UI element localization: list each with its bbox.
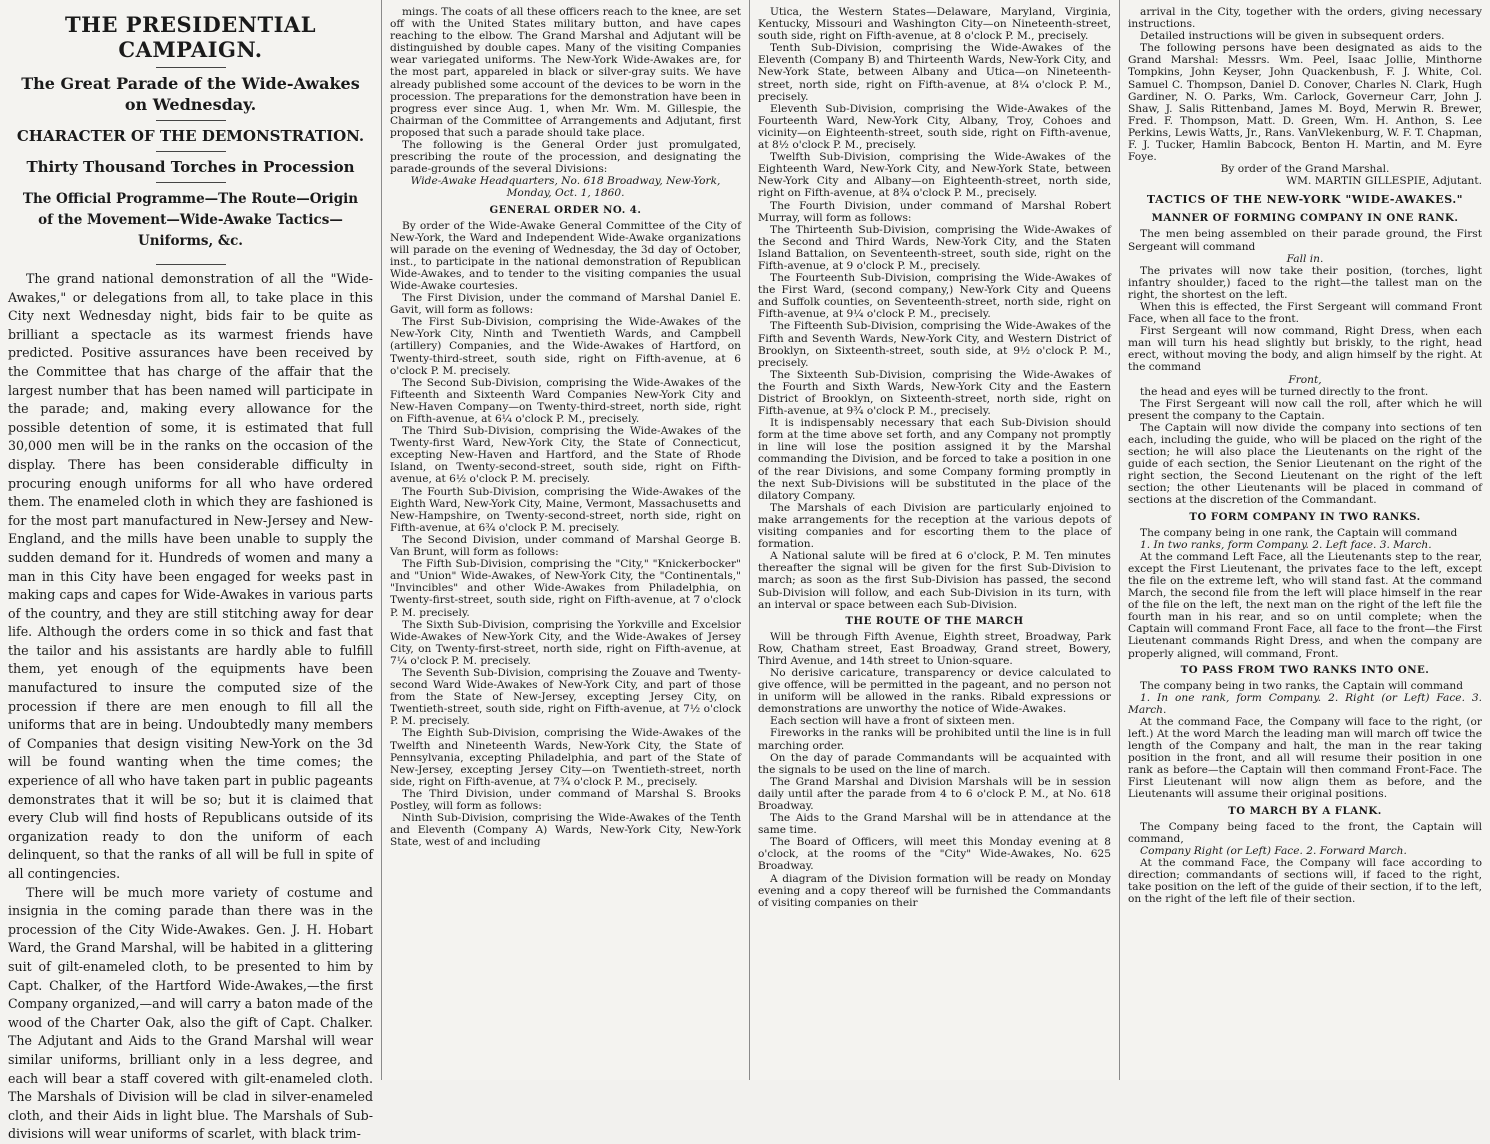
paragraph: Twelfth Sub-Division, comprising the Wide-Awakes of the Eighteenth Ward, New-York City, and New-York State, between New-York City and Albany—on Eighteenth-street, north side, right on Fifth-avenue, at 8¾ o'clock P. M., precisely.	[758, 151, 1111, 200]
paragraph: At the command Face, the Company will face to the right, (or left.) At the word March the leading man will march off twice the length of the Company and halt, the man in the rear taking position in the front, and all will resume their position in one rank as before—the Captain will then command Front-Face. The First Lieutenant will now align them as before, and the Lieutenants will assume their original positions.	[1128, 715, 1482, 801]
deck-4: The Official Programme—The Route—Origin of the Movement—Wide-Awake Tactics—Uniforms, &c.	[22, 191, 359, 249]
paragraph: The Third Sub-Division, comprising the Wide-Awakes of the Twenty-first Ward, New-York City, the State of Connecticut, excepting New-Haven and Hartford, and the State of Rhode Island, on Twenty-second-street, south side, right on Fifth-avenue, at 6½ o'clock P. M. precisely.	[390, 425, 741, 486]
headline: THE PRESIDENTIAL CAMPAIGN.	[65, 12, 316, 62]
command: Fall in.	[1286, 252, 1324, 265]
paragraph: The Sixth Sub-Division, comprising the Yorkville and Excelsior Wide-Awakes of New-York City, and the Wide-Awakes of Jersey City, on Twenty-first-street, north side, right on Fifth-avenue, at 7¼ o'clock P. M. precisely.	[390, 618, 741, 667]
paragraph: The Second Sub-Division, comprising the Wide-Awakes of the Fifteenth and Sixteenth Ward Companies New-York City and New-Haven Company—on Twenty-third-street, north side, right on Fifth-avenue, at 6¼ o'clock P. M., precisely.	[390, 376, 741, 425]
paragraph: The First Sergeant will now call the roll, after which he will present the company to the Captain.	[1128, 397, 1482, 422]
paragraph: A diagram of the Division formation will be ready on Monday evening and a copy thereof will be furnished the Commandants of visiting companies on their	[758, 872, 1111, 909]
paragraph: Each section will have a front of sixteen men.	[770, 715, 1015, 728]
paragraph: Will be through Fifth Avenue, Eighth street, Broadway, Park Row, Chatham street, East Broadway, Grand street, Bowery, Third Avenue, and 14th street to Union-square.	[758, 630, 1111, 667]
divider	[156, 151, 226, 152]
paragraph: A National salute will be fired at 6 o'clock, P. M. Ten minutes thereafter the signal will be given for the first Sub-Division to march; as soon as the first Sub-Division has passed, the second Sub-Division will follow, and each Sub-Division in its turn, with an interval or space between each Sub-Division.	[758, 550, 1111, 611]
route-heading: THE ROUTE OF THE MARCH	[845, 614, 1024, 627]
paragraph: The privates will now take their position, (torches, light infantry shoulder,) faced to the right—the tallest man on the right, the shortest on the left.	[1128, 264, 1482, 301]
paragraph: The Second Division, under command of Marshal George B. Van Brunt, will form as follows:	[390, 533, 741, 559]
section-heading: TO PASS FROM TWO RANKS INTO ONE.	[1180, 663, 1430, 676]
paragraph: The First Sub-Division, comprising the Wide-Awakes of the New-York City, Ninth and Twentieth Wards, and Campbell (artillery) Companies, and the Wide-Awakes of Hartford, on Twenty-third-street, south side, right on Fifth-avenue, at 6 o'clock P. M. precisely.	[390, 316, 741, 377]
paragraph: Ninth Sub-Division, comprising the Wide-Awakes of the Tenth and Eleventh (Company A) Wards, New-York City, New-York State, west of and including	[390, 812, 741, 849]
divider	[156, 264, 226, 265]
column-2	[382, 0, 750, 1080]
paragraph: The Grand Marshal and Division Marshals will be in session daily until after the parade from 4 to 6 o'clock P. M., at No. 618 Broadway.	[758, 775, 1111, 812]
paragraph: The Fifteenth Sub-Division, comprising the Wide-Awakes of the Fifth and Seventh Wards, New-York City, and Western District of Brooklyn, on Sixteenth-street, south side, at 9½ o'clock P. M., precisely.	[758, 320, 1111, 369]
paragraph: The Sixteenth Sub-Division, comprising the Wide-Awakes of the Fourth and Sixth Wards, New-York City and the Eastern District of Brooklyn, on Sixteenth-street, north side, right on Fifth-avenue, at 9¾ o'clock P. M., precisely.	[758, 368, 1111, 418]
paragraph: The Fifth Sub-Division, comprising the "City," "Knickerbocker" and "Union" Wide-Awakes, of New-York City, the "Continentals," "Invincibles" and other Wide-Awakes from Philadelphia, on Twenty-first-street, south side, right on Fifth-avenue, at 7 o'clock P. M. precisely.	[390, 558, 741, 619]
order-heading: GENERAL ORDER NO. 4.	[489, 203, 642, 216]
paragraph: At the command Left Face, all the Lieutenants step to the rear, except the First Lieutenant, the privates face to the left, except the file on the extreme left, who will stand fast. At the command March, the second file from the left will place himself in the rear of the file on the left, the next man on the right of the left file the fourth man in his rear, and so on until complete; when the Captain will command Front Face, all face to the front—the First Lieutenant commands Right Dress, and when the company are properly aligned, will command, Front.	[1128, 550, 1482, 660]
paragraph: Fireworks in the ranks will be prohibited until the line is in full marching order.	[758, 727, 1111, 752]
paragraph: the head and eyes will be turned directly to the front.	[1140, 385, 1429, 398]
paragraph: The men being assembled on their parade ground, the First Sergeant will command	[1128, 228, 1482, 253]
paragraph: Eleventh Sub-Division, comprising the Wide-Awakes of the Fourteenth Ward, New-York City, Albany, Troy, Cohoes and vicinity—on Eighteenth-street, south side, right on Fifth-avenue, at 8½ o'clock P. M., precisely.	[758, 102, 1111, 152]
column-1-body	[8, 270, 373, 1144]
column-1	[0, 0, 382, 1142]
signature: WM. MARTIN GILLESPIE, Adjutant.	[1286, 175, 1482, 188]
dateline: Wide-Awake Headquarters, No. 618 Broadway, New-York, Monday, Oct. 1, 1860.	[410, 175, 721, 200]
column-3	[750, 0, 1120, 1080]
paragraph: On the day of parade Commandants will be acquainted with the signals to be used on the line of march.	[758, 751, 1111, 776]
section-heading: MANNER OF FORMING COMPANY IN ONE RANK.	[1151, 212, 1459, 225]
divider	[156, 67, 226, 68]
paragraph: The following persons have been designated as aids to the Grand Marshal: Messrs. Wm. Peel, Isaac Jollie, Minthorne Tompkins, John Keyser, John Quackenbush, F. J. White, Col. Samuel C. Thompson, Daniel D. Conover, Charles N. Clark, Hugh Gardiner, N. O. Parks, Wm. Carlock, Governeur Carr, John J. Shaw, J. Salis Rittenband, James M. Boyd, Merwin R. Brewer, Fred. F. Thompson, Matt. D. Green, Wm. H. Anthon, S. Lee Perkins, Lewis Watts, Jr., Rans. VanVlekenburg, W. F. T. Chapman, F. J. Tucker, Hamlin Babcock, Benton H. Martin, and M. Eyre Foye.	[1128, 42, 1482, 164]
paragraph: The Fourth Division, under command of Marshal Robert Murray, will form as follows:	[758, 199, 1111, 224]
command: 1. In two ranks, form Company. 2. Left face. 3. March.	[1140, 538, 1432, 551]
command: Company Right (or Left) Face. 2. Forward March.	[1140, 844, 1407, 857]
paragraph: Tenth Sub-Division, comprising the Wide-Awakes of the Eleventh (Company B) and Thirteenth Wards, New-York City, and New-York State, between Albany and Utica—on Nineteenth-street, north side, right on Fifth-avenue, at 8¼ o'clock P. M., precisely.	[758, 42, 1111, 103]
paragraph: The First Division, under the command of Marshal Daniel E. Gavit, will form as follows:	[390, 292, 741, 317]
section-heading: TO FORM COMPANY IN TWO RANKS.	[1189, 510, 1421, 523]
signoff: By order of the Grand Marshal.	[1220, 163, 1390, 176]
paragraph: The company being in one rank, the Captain will command	[1140, 526, 1458, 539]
paragraph: The grand national demonstration of all the "Wide-Awakes," or delegations from all, to take place in this City next Wednesday night, bids fair to be quite as brilliant a spectacle as its warmest friends have predicted. Positive assurances have been received by the Committee that has charge of the affair that the largest number that has been named will participate in the parade; and, making every allowance for the possible detention of some, it is estimated that full 30,000 men will be in the ranks on the occasion of the display. There has been considerable difficulty in procuring enough uniforms for all who have ordered them. The enameled cloth in which they are fashioned is for the most part manufactured in New-Jersey and New-England, and the mills have been unable to supply the sudden demand for it. Hundreds of women and many a man in this City have been engaged for weeks past in making caps and capes for Wide-Awakes in various parts of the country, and they are still stitching away for dear life. Although the orders come in so thick and fast that the tailor and his assistants are hardly able to fulfill them, yet enough of the equipments have been manufactured to insure the computed size of the procession if there are men enough to fill all the uniforms that are in being. Undoubtedly many members of Companies that design visiting New-York on the 3d will be found wanting when the time comes; the experience of all who have taken part in public pageants demonstrates that it will be so; but it is claimed that every Club will find hosts of Republicans outside of its organization ready to don the uniform of each delinquent, so that the ranks of all will be full in spite of all contingencies.	[8, 271, 373, 881]
paragraph: The Fourteenth Sub-Division, comprising the Wide-Awakes of the First Ward, (second company,) New-York City and Queens and Suffolk counties, on Seventeenth-street, north side, right on Fifth-avenue, at 9¼ o'clock P. M., precisely.	[758, 272, 1111, 321]
deck-1: The Great Parade of the Wide-Awakes on Wednesday.	[21, 74, 360, 114]
command: 1. In one rank, form Company. 2. Right (or Left) Face. 3. March.	[1128, 691, 1482, 716]
paragraph: The Fourth Sub-Division, comprising the Wide-Awakes of the Eighth Ward, New-York City, Maine, Vermont, Massachusetts and New-Hampshire, on Twenty-second-street, north side, right on Fifth-avenue, at 6¾ o'clock P. M. precisely.	[390, 485, 741, 534]
paragraph: The Marshals of each Division are particularly enjoined to make arrangements for the reception at the various depots of visiting companies and for escorting them to the place of formation.	[758, 501, 1111, 551]
deck-2: CHARACTER OF THE DEMONSTRATION.	[16, 127, 365, 145]
column-4	[1120, 0, 1490, 1080]
divider	[156, 120, 226, 121]
divider	[156, 182, 226, 183]
paragraph: Utica, the Western States—Delaware, Maryland, Virginia, Kentucky, Missouri and Washington City—on Nineteenth-street, south side, right on Fifth-avenue, at 8 o'clock P. M., precisely.	[758, 6, 1111, 43]
paragraph: The Thirteenth Sub-Division, comprising the Wide-Awakes of the Second and Third Wards, New-York City, and the Staten Island Battalion, on Seventeenth-street, south side, right on the Fifth-avenue, at 9 o'clock P. M., precisely.	[758, 223, 1111, 272]
section-heading: TO MARCH BY A FLANK.	[1228, 804, 1382, 817]
paragraph: No derisive caricature, transparency or device calculated to give offence, will be permitted in the pageant, and no person not in uniform will be allowed in the ranks. Ribald expressions or demonstrations are unworthy the notice of Wide-Awakes.	[758, 666, 1111, 716]
deck-3: Thirty Thousand Torches in Procession	[26, 158, 355, 176]
paragraph: It is indispensably necessary that each Sub-Division should form at the time above set forth, and any Company not promptly in line will lose the position assigned it by the Marshal commanding the Division, and be forced to take a position in one of the rear Divisions, and some Company forming promptly in the next Sub-Divisions will be substituted in the place of the dilatory Company.	[758, 417, 1111, 502]
paragraph: mings. The coats of all these officers reach to the knee, are set off with the United States military button, and have capes reaching to the elbow. The Grand Marshal and Adjutant will be distinguished by double capes. Many of the visiting Companies wear variegated uniforms. The New-York Wide-Awakes are, for the most part, appareled in black or silver-gray suits. We have already published some account of the devices to be worn in the procession. The preparations for the demonstration have been in progress ever since Aug. 1, when Mr. Wm. M. Gillespie, the Chairman of the Committee of Arrangements and Adjutant, first proposed that such a parade should take place.	[390, 6, 741, 139]
paragraph: The Seventh Sub-Division, comprising the Zouave and Twenty-second Ward Wide-Awakes of New-York City, and part of those from the State of New-Jersey, excepting Jersey City, on Twentieth-street, south side, right on Fifth-avenue, at 7½ o'clock P. M. precisely.	[390, 666, 741, 728]
paragraph: The Aids to the Grand Marshal will be in attendance at the same time.	[758, 812, 1111, 837]
paragraph: The Third Division, under command of Marshal S. Brooks Postley, will form as follows:	[390, 787, 741, 812]
paragraph: The Board of Officers, will meet this Monday evening at 8 o'clock, at the rooms of the "City" Wide-Awakes, No. 625 Broadway.	[758, 836, 1111, 873]
tactics-heading: TACTICS OF THE NEW-YORK "WIDE-AWAKES."	[1146, 193, 1464, 207]
paragraph: The following is the General Order just promulgated, prescribing the route of the procession, and designating the parade-grounds of the several Divisions:	[390, 139, 741, 176]
paragraph: The Company being faced to the front, the Captain will command,	[1128, 820, 1482, 845]
paragraph: The Captain will now divide the company into sections of ten each, including the guide, who will be placed on the right of the section; he will also place the Lieutenants on the right of the guide of each section, the Senior Lieutenant on the right of the right section, the Second Lieutenant on the right of the left section; the other Lieutenants will be placed in command of sections at the discretion of the Commandant.	[1128, 421, 1482, 507]
paragraph: The Eighth Sub-Division, comprising the Wide-Awakes of the Twelfth and Nineteenth Wards, New-York City, the State of Pennsylvania, excepting Philadelphia, and part of the State of New-Jersey, excepting Jersey City—on Twentieth-street, north side, right on Fifth-avenue, at 7¾ o'clock P. M., precisely.	[390, 727, 741, 788]
command: Front,	[1288, 373, 1322, 386]
paragraph: The company being in two ranks, the Captain will command	[1140, 679, 1464, 692]
paragraph: There will be much more variety of costume and insignia in the coming parade than there was in the procession of the City Wide-Awakes. Gen. J. H. Hobart Ward, the Grand Marshal, will be habited in a glittering suit of gilt-enameled cloth, to be presented to him by Capt. Chalker, of the Hartford Wide-Awakes,—the first Company organized,—and will carry a baton made of the wood of the Charter Oak, also the gift of Capt. Chalker. The Adjutant and Aids to the Grand Marshal will wear similar uniforms, brilliant only in a less degree, and each will bear a staff covered with gilt-enameled cloth. The Marshals of Division will be clad in silver-enameled cloth, and their Aids in light blue. The Marshals of Sub-divisions will wear uniforms of scarlet, with black trim-	[8, 884, 373, 1142]
paragraph: At the command Face, the Company will face according to direction; commandants of sections will, if faced to the right, take position on the left of the guide of their section, if to the left, on the right of the left file of their section.	[1128, 856, 1482, 906]
paragraph: arrival in the City, together with the orders, giving necessary instructions.	[1128, 6, 1482, 31]
paragraph: Detailed instructions will be given in subsequent orders.	[1140, 30, 1445, 43]
paragraph: First Sergeant will now command, Right Dress, when each man will turn his head slightly but briskly, to the right, head erect, without moving the body, and align himself by the right. At the command	[1128, 325, 1482, 374]
paragraph: By order of the Wide-Awake General Committee of the City of New-York, the Ward and Independent Wide-Awake organizations will parade on the evening of Wednesday, the 3d day of October, inst., to participate in the national demonstration of Republican Wide-Awakes, and to tender to the visiting companies the usual Wide-Awake courtesies.	[390, 219, 741, 292]
paragraph: When this is effected, the First Sergeant will command Front Face, when all face to the front.	[1128, 300, 1482, 326]
